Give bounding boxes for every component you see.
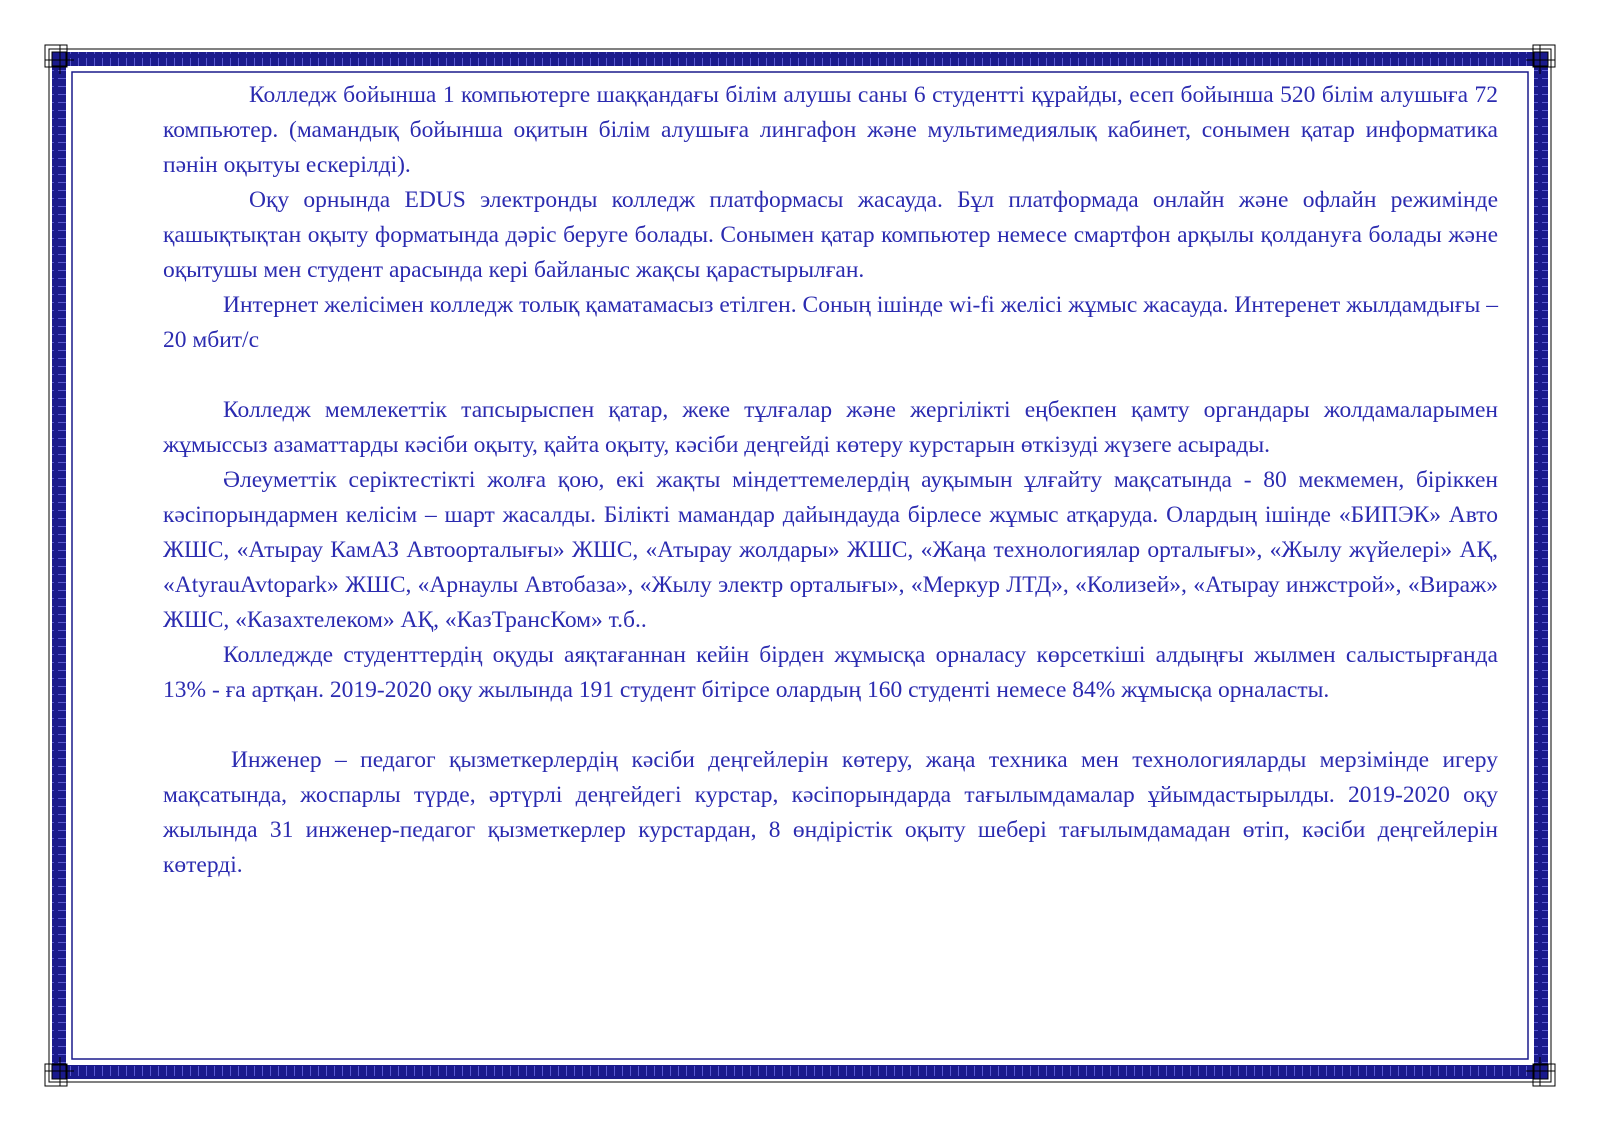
paragraph-partnership: Әлеуметтік серіктестікті жолға қою, екі жақты міндеттемелердің ауқымын ұлғайту мақсатында - 80 мекмемен, біріккен кәсіпорындармен келісім – шарт жасалды. Білікті мамандар дайындауда бірлесе жұмыс атқаруда. Олардың ішінде «БИПЭК» Авто ЖШС, «Атырау КамАЗ Автоорталығы» ЖШС, «Атырау жолдары» ЖШС, «Жаңа технологиялар орталығы», «Жылу жүйелері» АҚ, «AtyrauAvtopark» ЖШС, «Арнаулы Автобаза», «Жылу электр орталығы», «Меркур ЛТД», «Колизей», «Атырау инжстрой», «Вираж» ЖШС, «Казахтелеком» АҚ, «КазТрансКом» т.б.. bbox=[163, 467, 1498, 633]
paragraph-edus-platform: Оқу орнында EDUS электронды колледж платформасы жасауда. Бұл платформада онлайн және офлайн режимінде қашықтықтан оқыту форматында дәріс беруге болады. Сонымен қатар компьютер немесе смартфон арқылы қолдануға болады және оқытушы мен студент арасында кері байланыс жақсы қарастырылған. bbox=[163, 187, 1498, 283]
paragraph-spacer bbox=[163, 358, 1498, 393]
paragraph-employment: Колледжде студенттердің оқуды аяқтағаннан кейін бірден жұмысқа орналасу көрсеткіші алдыңғы жылмен салыстырғанда 13% - ға артқан. 2019-2020 оқу жылында 191 студент бітірсе олардың 160 студенті немесе 84% жұмысқа орналасты. bbox=[163, 642, 1498, 703]
document-body bbox=[163, 78, 1498, 883]
paragraph-courses: Колледж мемлекеттік тапсырыспен қатар, жеке тұлғалар және жергілікті еңбекпен қамту органдары жолдамаларымен жұмыссыз азаматтарды кәсіби оқыту, қайта оқыту, кәсіби деңгейді көтеру курстарын өткізуді жүзеге асырады. bbox=[163, 397, 1498, 458]
paragraph-internet: Интернет желісімен колледж толық қаматамасыз етілген. Соның ішінде wi-fi желісі жұмыс жасауда. Интеренет жылдамдығы – 20 мбит/с bbox=[163, 292, 1498, 353]
paragraph-computers: Колледж бойынша 1 компьютерге шаққандағы білім алушы саны 6 студентті құрайды, есеп бойынша 520 білім алушыға 72 компьютер. (мамандық бойынша оқитын білім алушыға лингафон және мультимедиялық кабинет, сонымен қатар информатика пәнін оқытуы ескерілді). bbox=[163, 82, 1498, 178]
paragraph-staff-training: Инженер – педагог қызметкерлердің кәсіби деңгейлерін көтеру, жаңа техника мен технологияларды мерзімінде игеру мақсатында, жоспарлы түрде, әртүрлі деңгейдегі курстар, кәсіпорындарда тағылымдамалар ұйымдастырылды. 2019-2020 оқу жылында 31 инженер-педагог қызметкерлер курстардан, 8 өндірістік оқыту шебері тағылымдамадан өтіп, кәсіби деңгейлерін көтерді. bbox=[163, 747, 1498, 878]
paragraph-spacer bbox=[163, 708, 1498, 743]
